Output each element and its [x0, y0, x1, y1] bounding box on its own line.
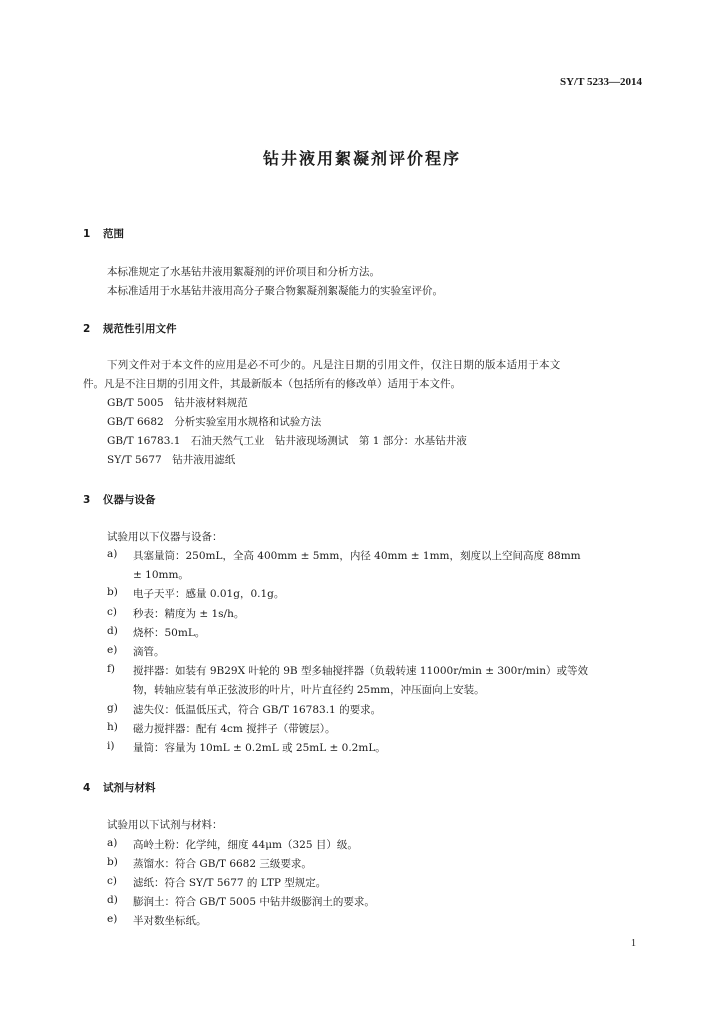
list-text: 蒸馏水：符合 GB/T 6682 三级要求。: [133, 858, 312, 870]
section-title: 范围: [103, 228, 124, 240]
list-marker: c): [107, 875, 117, 887]
paragraph: 本标准适用于水基钻井液用高分子聚合物絮凝剂絮凝能力的实验室评价。: [107, 285, 443, 297]
paragraph: 本标准规定了水基钻井液用絮凝剂的评价项目和分析方法。: [107, 266, 380, 278]
list-text: 具塞量筒：250mL，全高 400mm ± 5mm，内径 40mm ± 1mm，刻度以上空间高度 88mm: [133, 550, 581, 562]
paragraph: 试验用以下试剂与材料：: [107, 819, 223, 831]
list-continuation: ± 10mm。: [133, 569, 189, 581]
section-number: 4: [83, 782, 91, 794]
list-text: 滴管。: [133, 646, 165, 658]
list-text: 电子天平：感量 0.01g，0.1g。: [133, 588, 285, 600]
paragraph: 件。凡是不注日期的引用文件，其最新版本（包括所有的修改单）适用于本文件。: [83, 378, 461, 390]
list-marker: e): [107, 644, 118, 656]
list-text: 膨润土：符合 GB/T 5005 中钻井级膨润土的要求。: [133, 896, 375, 908]
document-title: 钻井液用絮凝剂评价程序: [262, 149, 461, 168]
list-marker: a): [107, 548, 118, 560]
reference-item: GB/T 6682 分析实验室用水规格和试验方法: [107, 416, 322, 428]
list-item: [107, 586, 647, 600]
paragraph: 下列文件对于本文件的应用是必不可少的。凡是注日期的引用文件，仅注日期的版本适用于本文: [107, 359, 561, 371]
list-item: [107, 702, 647, 716]
list-marker: b): [107, 856, 118, 868]
section-3-heading: [83, 492, 156, 507]
list-item: [107, 740, 647, 754]
list-item: [107, 837, 647, 851]
list-marker: h): [107, 721, 118, 733]
list-text: 磁力搅拌器：配有 4cm 搅拌子（带镀层）。: [133, 723, 336, 735]
list-item: [107, 875, 647, 889]
list-text: 滤纸：符合 SY/T 5677 的 LTP 型规定。: [133, 877, 327, 889]
list-marker: d): [107, 894, 118, 906]
list-item: [107, 913, 647, 927]
list-continuation: 物，转轴应装有单正弦波形的叶片，叶片直径约 25mm，冲压面向上安装。: [133, 684, 485, 696]
section-number: 2: [83, 323, 91, 335]
list-marker: c): [107, 606, 117, 618]
list-item: [107, 663, 647, 677]
list-marker: e): [107, 913, 118, 925]
reference-item: GB/T 5005 钻井液材料规范: [107, 397, 248, 409]
list-item: [107, 606, 647, 620]
reference-item: SY/T 5677 钻井液用滤纸: [107, 454, 236, 466]
section-title: 仪器与设备: [103, 494, 156, 506]
list-text: 量筒：容量为 10mL ± 0.2mL 或 25mL ± 0.2mL。: [133, 742, 386, 754]
section-number: 3: [83, 494, 91, 506]
list-item: [107, 894, 647, 908]
section-2-heading: [83, 321, 177, 336]
list-item: [107, 625, 647, 639]
section-title: 试剂与材料: [103, 782, 156, 794]
section-1-heading: [83, 226, 124, 241]
list-text: 高岭土粉：化学纯，细度 44μm（325 目）级。: [133, 839, 358, 851]
list-marker: a): [107, 837, 118, 849]
section-4-heading: [83, 780, 156, 795]
list-item: [107, 856, 647, 870]
list-text: 搅拌器：如装有 9B29X 叶轮的 9B 型多轴搅拌器（负载转速 11000r/min ± 300r/min）或等效: [133, 665, 589, 677]
list-text: 烧杯：50mL。: [133, 627, 206, 639]
list-text: 半对数坐标纸。: [133, 915, 207, 927]
list-text: 滤失仪：低温低压式，符合 GB/T 16783.1 的要求。: [133, 704, 382, 716]
list-marker: f): [107, 663, 115, 675]
list-marker: g): [107, 702, 118, 714]
document-code: SY/T 5233—2014: [559, 76, 642, 88]
reference-item: GB/T 16783.1 石油天然气工业 钻井液现场测试 第 1 部分：水基钻井液: [107, 435, 467, 447]
list-item: [107, 548, 647, 562]
list-text: 秒表：精度为 ± 1s/h。: [133, 608, 245, 620]
section-title: 规范性引用文件: [103, 323, 177, 335]
list-item: [107, 721, 647, 735]
list-marker: d): [107, 625, 118, 637]
page-number: 1: [631, 938, 636, 949]
paragraph: 试验用以下仪器与设备：: [107, 531, 223, 543]
section-number: 1: [83, 228, 91, 240]
list-item: [107, 644, 647, 658]
list-marker: b): [107, 586, 118, 598]
list-marker: i): [107, 740, 115, 752]
